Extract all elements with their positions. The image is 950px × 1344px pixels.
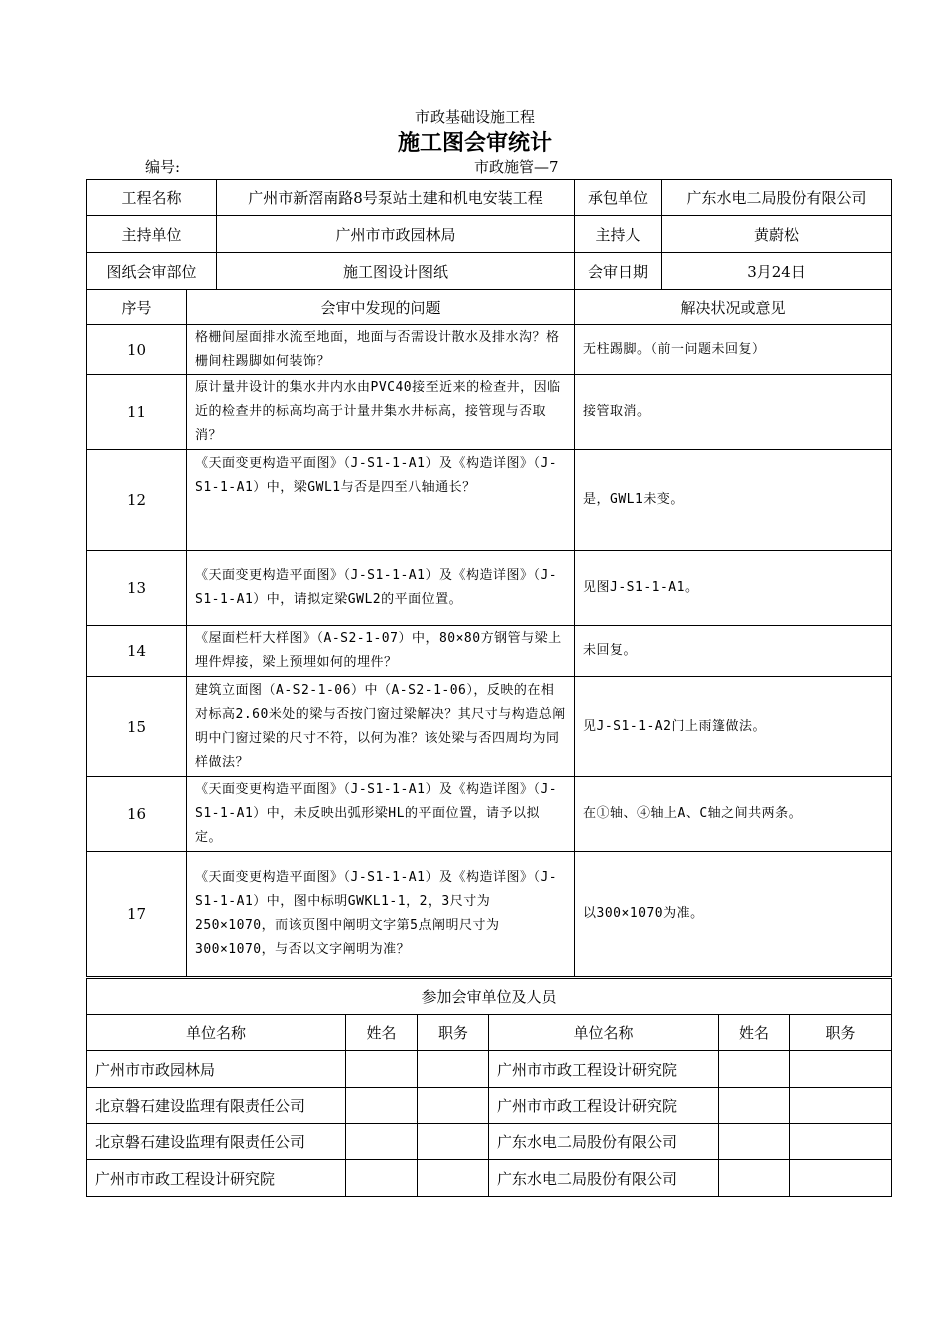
- person-name-header: 姓名: [346, 1015, 418, 1051]
- drawing-part-label: 图纸会审部位: [87, 253, 217, 290]
- host-person: 黄蔚松: [662, 216, 892, 253]
- host-unit: 广州市市政园林局: [217, 216, 575, 253]
- review-table: [86, 179, 892, 977]
- issue-no: 14: [87, 626, 187, 677]
- issue-solution-header: 解决状况或意见: [575, 290, 892, 325]
- participant-name-cell: [346, 1051, 418, 1088]
- issue-problem: 原计量井设计的集水井内水由PVC40接至近来的检查井，因临近的检查井的标高均高于计量井集水井标高，接管现与否取消？: [187, 375, 575, 450]
- issue-solution: 以300×1070为准。: [575, 852, 892, 977]
- review-date-label: 会审日期: [575, 253, 662, 290]
- issue-no: 13: [87, 551, 187, 626]
- participant-row: [87, 1160, 892, 1197]
- participant-name-cell: [719, 1124, 790, 1160]
- participant-name-cell: [346, 1160, 418, 1197]
- participant-name-cell: [346, 1124, 418, 1160]
- form-code: 市政施管—7: [474, 158, 559, 176]
- issue-problem: 建筑立面图（A-S2-1-06）中（A-S2-1-06），反映的在相对标高2.60米处的梁与否按门窗过梁解决？其尺寸与构造总阐明中门窗过梁的尺寸不符，以何为准？该处梁与否四周均为同样做法？: [187, 677, 575, 777]
- participant-name-cell: [346, 1088, 418, 1124]
- participant-post-cell: [790, 1051, 892, 1088]
- project-name-label: 工程名称: [87, 180, 217, 216]
- issue-solution: 接管取消。: [575, 375, 892, 450]
- issues-header-row: [87, 290, 892, 325]
- issue-problem-header: 会审中发现的问题: [187, 290, 575, 325]
- issue-no: 15: [87, 677, 187, 777]
- form-title: 施工图会审统计: [397, 130, 552, 156]
- review-date: 3月24日: [662, 253, 892, 290]
- issue-row: [87, 677, 892, 777]
- issue-problem: 《天面变更构造平面图》（J-S1-1-A1）及《构造详图》（J-S1-1-A1）中，梁GWL1与否是四至八轴通长？: [187, 450, 575, 551]
- issue-solution: 是，GWL1未变。: [575, 450, 892, 551]
- participant-unit-right: 广东水电二局股份有限公司: [489, 1124, 719, 1160]
- unit-name-header: 单位名称: [489, 1015, 719, 1051]
- participant-post-cell: [418, 1051, 489, 1088]
- participant-unit-left: 北京磐石建设监理有限责任公司: [87, 1124, 346, 1160]
- drawing-part: 施工图设计图纸: [217, 253, 575, 290]
- participant-unit-left: 广州市市政工程设计研究院: [87, 1160, 346, 1197]
- issue-solution: 见图J-S1-1-A1。: [575, 551, 892, 626]
- participant-name-cell: [719, 1051, 790, 1088]
- issue-no-header: 序号: [87, 290, 187, 325]
- participant-post-cell: [418, 1124, 489, 1160]
- issue-no: 17: [87, 852, 187, 977]
- participants-title: 参加会审单位及人员: [87, 979, 892, 1015]
- issue-row: [87, 626, 892, 677]
- participant-row: [87, 1124, 892, 1160]
- issue-row: [87, 551, 892, 626]
- participant-row: [87, 1051, 892, 1088]
- info-row-host: [87, 216, 892, 253]
- issue-problem: 《天面变更构造平面图》（J-S1-1-A1）及《构造详图》（J-S1-1-A1）中，未反映出弧形梁HL的平面位置，请予以拟定。: [187, 777, 575, 852]
- issue-no: 12: [87, 450, 187, 551]
- participants-table: [86, 978, 892, 1197]
- issue-problem: 《天面变更构造平面图》（J-S1-1-A1）及《构造详图》（J-S1-1-A1）中，图中标明GWKL1-1，2，3尺寸为250×1070，而该页图中阐明文字第5点阐明尺寸为300×1070，与否以文字阐明为准？: [187, 852, 575, 977]
- host-person-label: 主持人: [575, 216, 662, 253]
- issue-problem: 《天面变更构造平面图》（J-S1-1-A1）及《构造详图》（J-S1-1-A1）中，请拟定梁GWL2的平面位置。: [187, 551, 575, 626]
- issue-row: [87, 450, 892, 551]
- issue-no: 10: [87, 325, 187, 375]
- unit-name-header: 单位名称: [87, 1015, 346, 1051]
- info-row-drawing: [87, 253, 892, 290]
- participants-header-row: [87, 1015, 892, 1051]
- participant-unit-left: 广州市市政园林局: [87, 1051, 346, 1088]
- issue-problem: 《屋面栏杆大样图》（A-S2-1-07）中，80×80方钢管与梁上埋件焊接，梁上预埋如何的埋件？: [187, 626, 575, 677]
- person-name-header: 姓名: [719, 1015, 790, 1051]
- participant-name-cell: [719, 1160, 790, 1197]
- form-number-label: 编号:: [145, 158, 181, 176]
- host-unit-label: 主持单位: [87, 216, 217, 253]
- issue-solution: 见J-S1-1-A2门上雨篷做法。: [575, 677, 892, 777]
- participant-post-cell: [418, 1160, 489, 1197]
- participant-unit-left: 北京磐石建设监理有限责任公司: [87, 1088, 346, 1124]
- issue-row: [87, 325, 892, 375]
- issue-row: [87, 375, 892, 450]
- form-subtitle: 市政基础设施工程: [414, 108, 535, 126]
- participant-unit-right: 广州市市政工程设计研究院: [489, 1088, 719, 1124]
- issue-solution: 未回复。: [575, 626, 892, 677]
- post-header: 职务: [418, 1015, 489, 1051]
- participant-unit-right: 广东水电二局股份有限公司: [489, 1160, 719, 1197]
- participant-unit-right: 广州市市政工程设计研究院: [489, 1051, 719, 1088]
- contractor-label: 承包单位: [575, 180, 662, 216]
- participant-post-cell: [790, 1124, 892, 1160]
- participants-title-row: [87, 979, 892, 1015]
- participant-post-cell: [418, 1088, 489, 1124]
- contractor: 广东水电二局股份有限公司: [662, 180, 892, 216]
- issue-no: 11: [87, 375, 187, 450]
- participant-post-cell: [790, 1088, 892, 1124]
- participant-post-cell: [790, 1160, 892, 1197]
- participant-name-cell: [719, 1088, 790, 1124]
- issue-row: [87, 852, 892, 977]
- project-name: 广州市新滘南路8号泵站土建和机电安装工程: [217, 180, 575, 216]
- post-header: 职务: [790, 1015, 892, 1051]
- issue-solution: 在①轴、④轴上A、C轴之间共两条。: [575, 777, 892, 852]
- issue-row: [87, 777, 892, 852]
- issue-problem: 格栅间屋面排水流至地面，地面与否需设计散水及排水沟？格栅间柱踢脚如何装饰？: [187, 325, 575, 375]
- participant-row: [87, 1088, 892, 1124]
- issue-no: 16: [87, 777, 187, 852]
- issue-solution: 无柱踢脚。（前一问题未回复）: [575, 325, 892, 375]
- info-row-project: [87, 180, 892, 216]
